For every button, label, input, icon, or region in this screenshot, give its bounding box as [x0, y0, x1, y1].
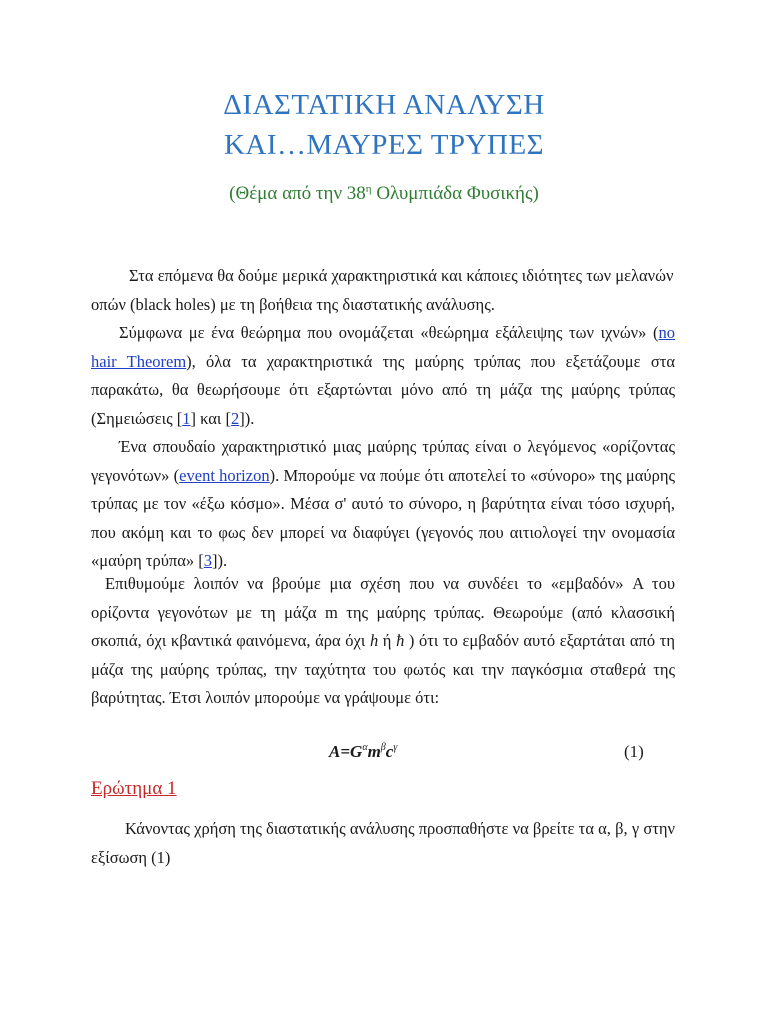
paragraph-text: ή — [378, 631, 397, 651]
paragraph-area-relation — [91, 570, 675, 713]
equation-equals: = — [340, 742, 351, 761]
equation-lhs: A — [329, 742, 341, 761]
title-line-1: ΔΙΑΣΤΑΤΙΚΗ ΑΝΑΛΥΣΗ — [223, 89, 545, 121]
subtitle-text-start: (Θέμα από την 38 — [229, 183, 366, 204]
paragraph-text: ]). — [212, 551, 228, 571]
note-2-link[interactable]: 2 — [230, 408, 240, 428]
equation-c: c — [385, 742, 394, 761]
paragraph-text: Επιθυμούμε λοιπόν να βρούμε μια σχέση που να συνδέει το «εμβαδόν» A του ορίζοντα γεγονότων με τη μάζα m της μαύρης τρύπας. Θεωρούμε (από κλασσική σκοπιά, όχι κβαντικά φαινόμενα, άρα όχι — [91, 574, 675, 651]
paragraph-event-horizon — [91, 433, 675, 576]
subtitle-text-end: Ολυμπιάδα Φυσικής) — [371, 183, 539, 204]
paragraph-text: ]). — [239, 408, 255, 428]
paragraph-question-1: Κάνοντας χρήση της διαστατικής ανάλυσης προσπαθήστε να βρείτε τα α, β, γ στην εξίσωση (1) — [91, 819, 675, 867]
paragraph-intro: Στα επόμενα θα δούμε μερικά χαρακτηριστικά και κάποιες ιδιότητες των μελανών οπών (black holes) με τη βοήθεια της διαστατικής ανάλυσης. — [91, 266, 674, 314]
question-1-heading: Ερώτημα 1 — [91, 778, 177, 799]
planck-constant-symbol: h — [369, 631, 379, 651]
equation-1 — [329, 738, 397, 766]
subtitle — [0, 180, 768, 208]
paragraph-text: ) ότι το εμβαδόν αυτό εξαρτάται από τη μάζα της μαύρης τρύπας, την ταχύτητα του φωτός και την παγκόσμια σταθερά της βαρύτητας. Έτσι λοιπόν μπορούμε να γράψουμε ότι: — [91, 631, 675, 708]
note-3-link[interactable]: 3 — [203, 551, 213, 571]
reduced-planck-constant-symbol: ħ — [396, 631, 405, 651]
note-1-link[interactable]: 1 — [182, 408, 191, 428]
paragraph-text: Σύμφωνα με ένα θεώρημα που ονομάζεται «θεώρημα εξάλειψης των ιχνών» ( — [119, 323, 659, 342]
equation-m-exponent: β — [380, 742, 386, 753]
paragraph-text: ). Μπορούμε να πούμε ότι αποτελεί το «σύνορο» της μαύρης τρύπας με τον «έξω κόσμο». Μέσα σ' αυτό το σύνορο, η βαρύτητα είναι τόσο ισχυρή, που ακόμη και το φως δεν μπορεί να διαφύγει (γεγονός που αιτιολογεί την ονομασία «μαύρη τρύπα» [ — [91, 465, 675, 571]
equation-m: m — [367, 742, 381, 761]
no-hair-theorem-link[interactable]: no hair Theorem — [91, 323, 675, 371]
equation-g-exponent: α — [362, 742, 368, 753]
paragraph-text: Ένα σπουδαίο χαρακτηριστικό μιας μαύρης τρύπας είναι ο λεγόμενος «ορίζοντας γεγονότων» ( — [91, 437, 675, 485]
equation-c-exponent: γ — [393, 742, 398, 753]
equation-number: (1) — [624, 742, 644, 761]
paragraph-no-hair-theorem — [91, 319, 675, 433]
paragraph-text: ), όλα τα χαρακτηριστικά της μαύρης τρύπας που εξετάζουμε στα παρακάτω, θα θεωρήσουμε ότι εξαρτώνται μόνο από τη μάζα της μαύρης τρύπας (Σημειώσεις [ — [91, 351, 675, 428]
title-line-2: ΚΑΙ…ΜΑΥΡΕΣ ΤΡΥΠΕΣ — [223, 129, 545, 161]
event-horizon-link[interactable]: event horizon — [179, 465, 270, 485]
equation-g: G — [350, 742, 363, 761]
subtitle-superscript: η — [365, 183, 372, 195]
paragraph-text: ] και [ — [190, 408, 231, 428]
